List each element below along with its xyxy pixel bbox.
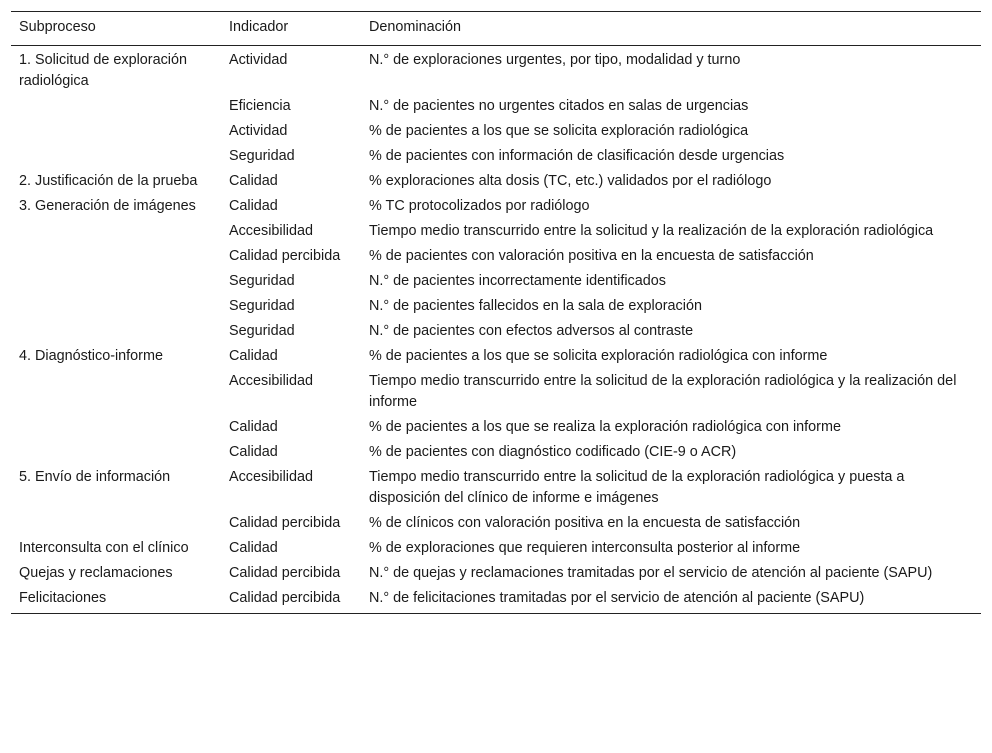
cell-subproceso: Quejas y reclamaciones — [19, 565, 173, 581]
table-row — [11, 144, 981, 169]
cell-indicador: Seguridad — [229, 273, 295, 289]
table-row — [11, 511, 981, 536]
cell-indicador: Eficiencia — [229, 98, 291, 114]
cell-denominacion: % de pacientes a los que se solicita exploración radiológica con informe — [369, 348, 828, 364]
cell-subproceso — [11, 94, 221, 119]
cell-indicador: Seguridad — [229, 323, 295, 339]
header-row — [11, 12, 981, 46]
header-subproceso: Subproceso — [11, 12, 221, 46]
cell-denominacion: N.° de pacientes no urgentes citados en salas de urgencias — [369, 98, 749, 114]
cell-indicador: Accesibilidad — [229, 223, 313, 239]
table-row — [11, 440, 981, 465]
table-row — [11, 244, 981, 269]
header-indicador: Indicador — [221, 12, 361, 46]
cell-indicador: Calidad percibida — [229, 565, 341, 581]
cell-denominacion: % de pacientes a los que se realiza la exploración radiológica con informe — [369, 419, 841, 435]
indicators-table — [11, 11, 981, 614]
table-header — [11, 12, 981, 46]
cell-denominacion: Tiempo medio transcurrido entre la solicitud de la exploración radiológica y la realización del informe — [369, 373, 957, 410]
table-row — [11, 369, 981, 415]
cell-subproceso: Felicitaciones — [11, 586, 221, 614]
cell-indicador: Actividad — [229, 123, 288, 139]
cell-denominacion: N.° de felicitaciones tramitadas por el servicio de atención al paciente (SAPU) — [361, 586, 981, 614]
cell-denominacion: % TC protocolizados por radiólogo — [369, 198, 590, 214]
cell-denominacion: N.° de pacientes con efectos adversos al contraste — [369, 323, 694, 339]
cell-denominacion: Tiempo medio transcurrido entre la solicitud y la realización de la exploración radiológica — [369, 223, 934, 239]
cell-denominacion: % de pacientes con información de clasificación desde urgencias — [369, 148, 785, 164]
cell-indicador: Seguridad — [229, 148, 295, 164]
cell-indicador: Seguridad — [229, 298, 295, 314]
cell-subproceso — [11, 369, 221, 415]
cell-subproceso — [11, 269, 221, 294]
cell-denominacion: % de clínicos con valoración positiva en la encuesta de satisfacción — [369, 515, 801, 531]
cell-subproceso — [11, 119, 221, 144]
cell-indicador: Calidad — [229, 173, 278, 189]
cell-subproceso: 5. Envío de información — [19, 469, 171, 485]
cell-indicador: Calidad — [229, 198, 278, 214]
cell-indicador: Calidad — [229, 419, 278, 435]
cell-subproceso — [11, 319, 221, 344]
cell-subproceso: 1. Solicitud de exploración radiológica — [19, 52, 187, 89]
cell-denominacion: N.° de pacientes fallecidos en la sala de exploración — [369, 298, 702, 314]
table-row — [11, 536, 981, 561]
cell-denominacion: % de pacientes con diagnóstico codificado (CIE-9 o ACR) — [369, 444, 737, 460]
table-row — [11, 319, 981, 344]
cell-indicador: Calidad — [229, 444, 278, 460]
table-body — [11, 46, 981, 614]
table-row — [11, 94, 981, 119]
table-row — [11, 561, 981, 586]
cell-denominacion: % exploraciones alta dosis (TC, etc.) validados por el radiólogo — [369, 173, 772, 189]
cell-denominacion: N.° de quejas y reclamaciones tramitadas por el servicio de atención al paciente (SAPU) — [369, 565, 933, 581]
cell-subproceso — [11, 511, 221, 536]
cell-indicador: Calidad — [229, 348, 278, 364]
cell-subproceso — [11, 440, 221, 465]
cell-indicador: Accesibilidad — [229, 373, 313, 389]
cell-denominacion: % de pacientes a los que se solicita exploración radiológica — [369, 123, 749, 139]
cell-subproceso — [11, 294, 221, 319]
table-row — [11, 169, 981, 194]
table-row — [11, 586, 981, 614]
cell-subproceso: Interconsulta con el clínico — [19, 540, 189, 556]
cell-subproceso: 4. Diagnóstico-informe — [19, 348, 163, 364]
table-row — [11, 465, 981, 511]
cell-subproceso — [11, 219, 221, 244]
cell-subproceso — [11, 144, 221, 169]
table-row — [11, 46, 981, 95]
table-row — [11, 119, 981, 144]
cell-denominacion: N.° de pacientes incorrectamente identificados — [369, 273, 666, 289]
cell-subproceso — [11, 415, 221, 440]
cell-denominacion: % de pacientes con valoración positiva en la encuesta de satisfacción — [369, 248, 814, 264]
table-row — [11, 269, 981, 294]
table-row — [11, 194, 981, 219]
cell-denominacion: Tiempo medio transcurrido entre la solicitud de la exploración radiológica y puesta a disposición del clínico de informe e imágenes — [369, 469, 905, 506]
table-row — [11, 219, 981, 244]
cell-subproceso — [11, 244, 221, 269]
table-row — [11, 294, 981, 319]
cell-indicador: Calidad percibida — [221, 586, 361, 614]
cell-indicador: Calidad percibida — [229, 515, 341, 531]
cell-indicador: Accesibilidad — [229, 469, 313, 485]
cell-indicador: Calidad percibida — [229, 248, 341, 264]
header-denominacion: Denominación — [361, 12, 981, 46]
cell-subproceso: 3. Generación de imágenes — [19, 198, 196, 214]
table-row — [11, 415, 981, 440]
cell-subproceso: 2. Justificación de la prueba — [19, 173, 198, 189]
cell-denominacion: % de exploraciones que requieren interconsulta posterior al informe — [369, 540, 801, 556]
cell-indicador: Calidad — [229, 540, 278, 556]
cell-indicador: Actividad — [229, 52, 288, 68]
cell-denominacion: N.° de exploraciones urgentes, por tipo, modalidad y turno — [369, 52, 741, 68]
table-row — [11, 344, 981, 369]
